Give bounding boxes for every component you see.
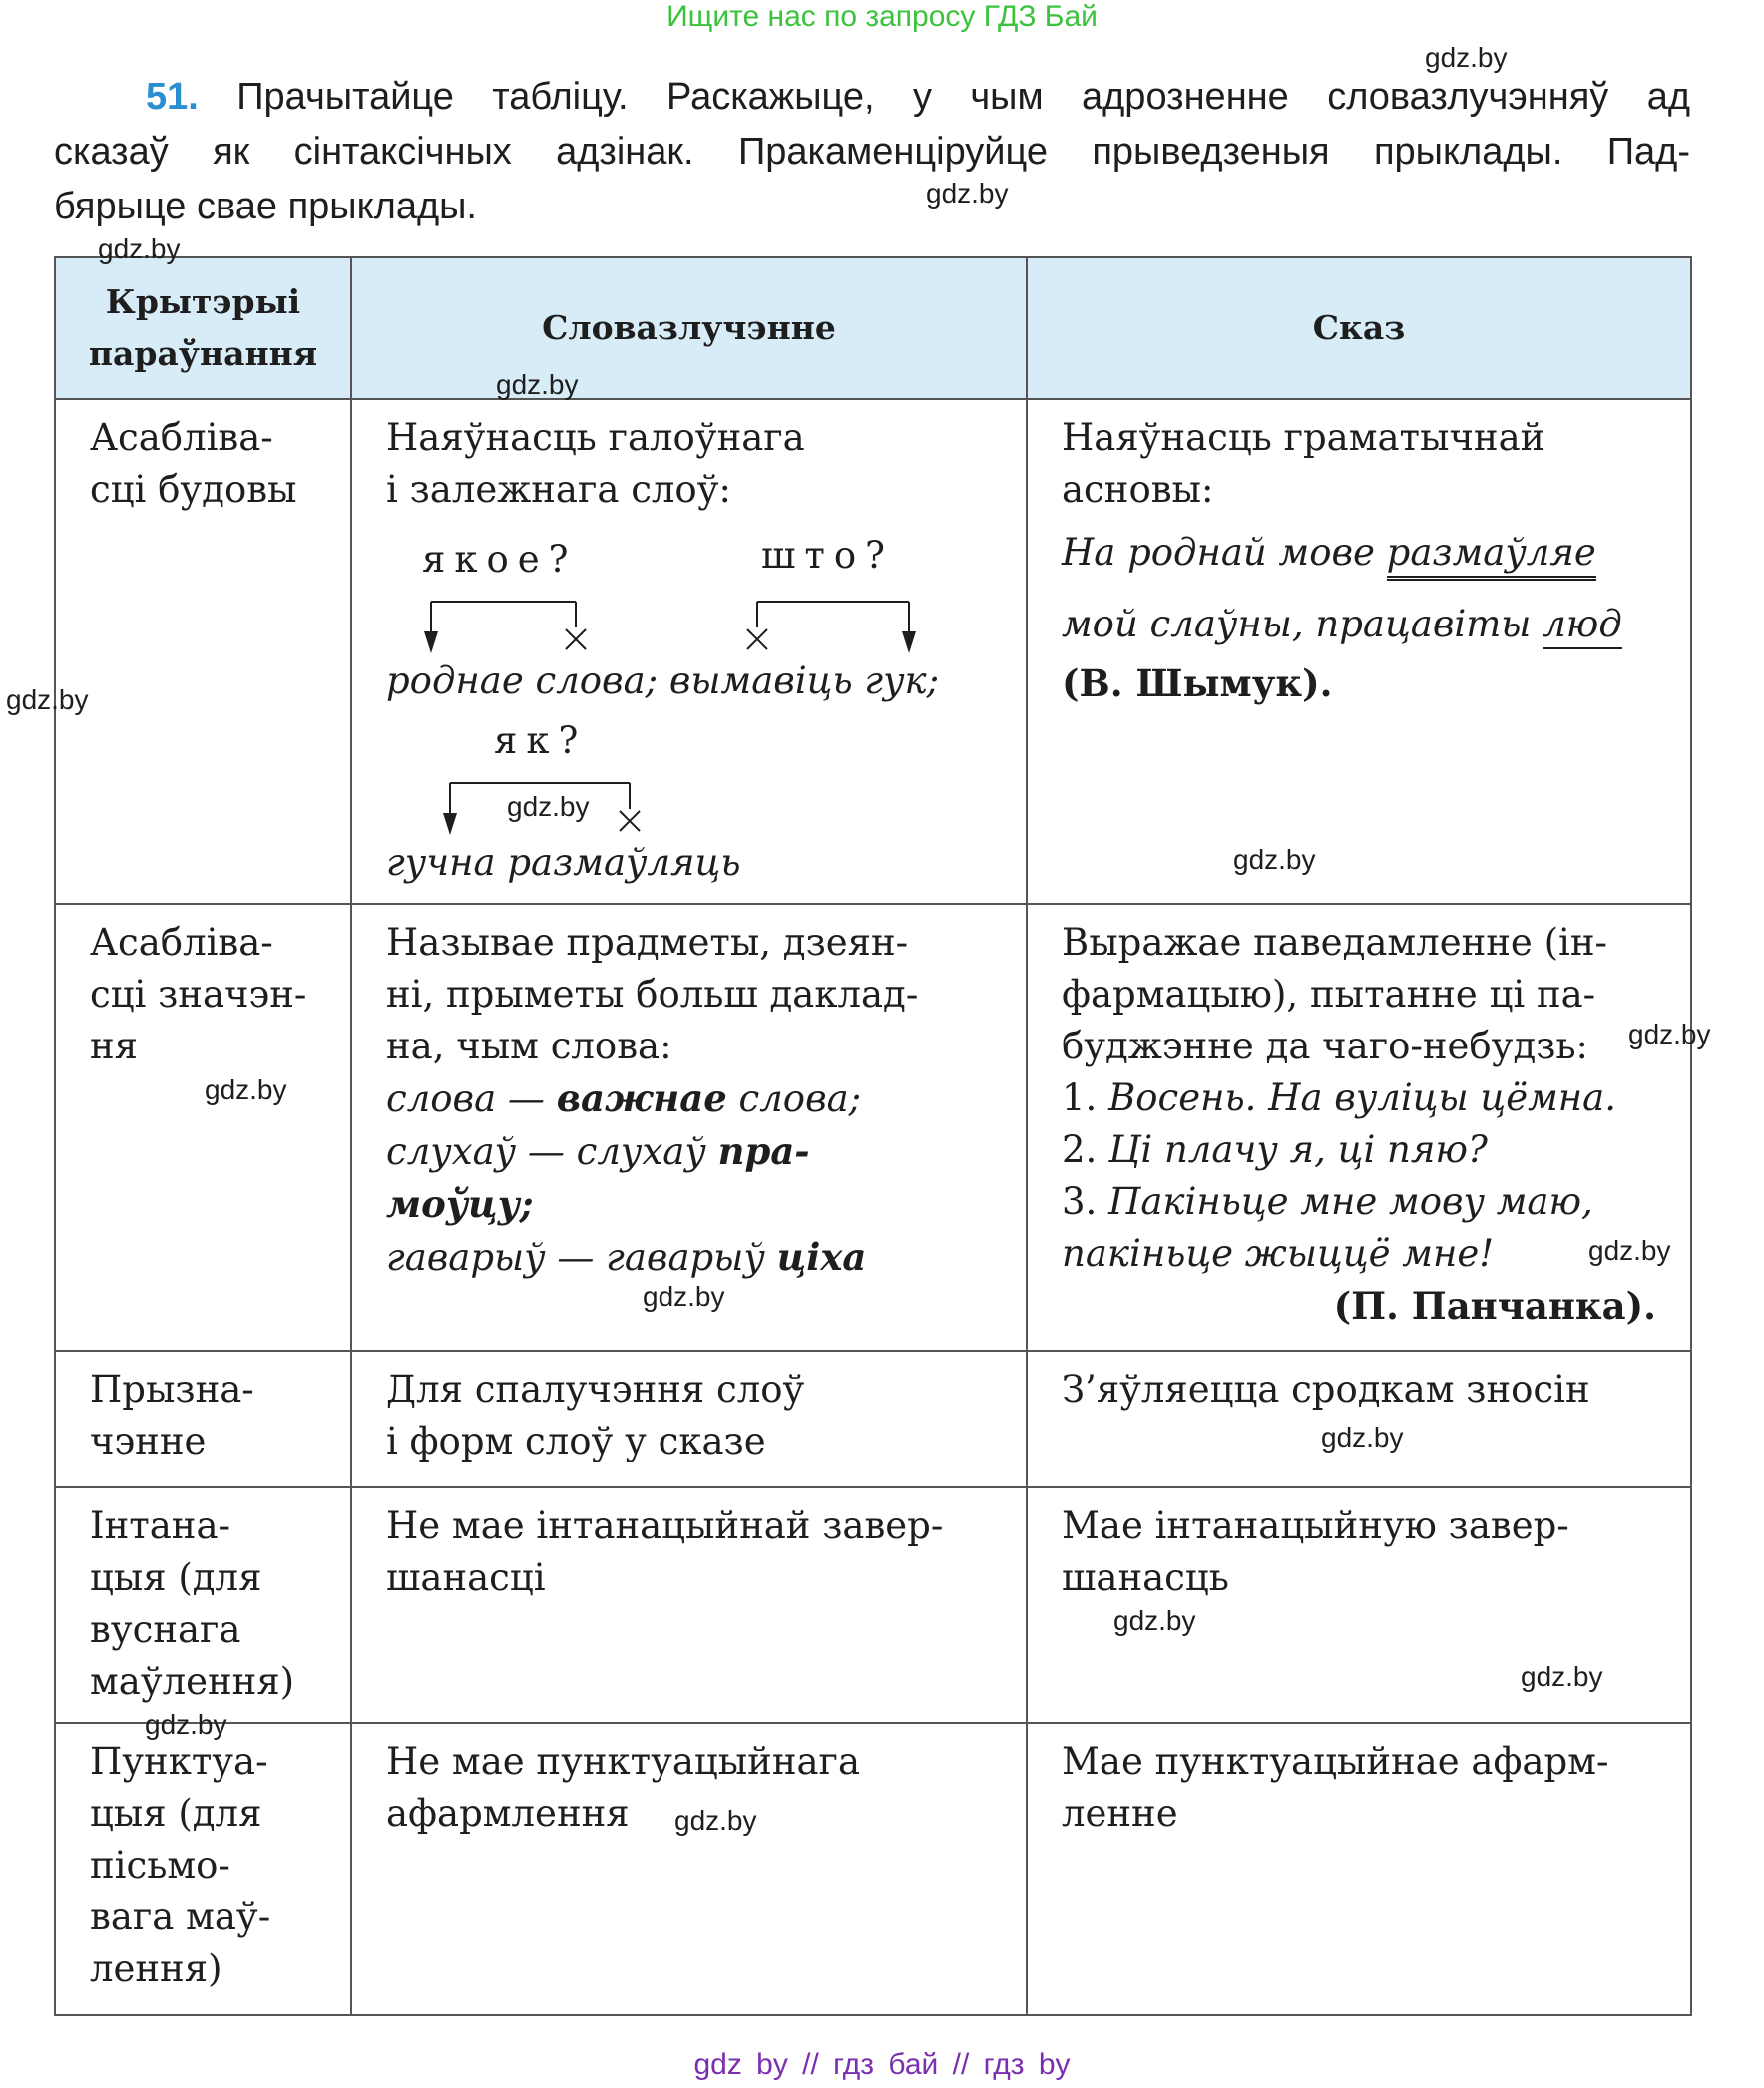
- header-sentence: Сказ: [1027, 257, 1691, 399]
- watermark: gdz.by: [1113, 1605, 1196, 1636]
- sentence-example: мой слаўны, працавіты люд: [1062, 588, 1656, 661]
- watermark: gdz.by: [6, 684, 89, 715]
- example-line: 3. Пакіньце мне мову маю,: [1062, 1180, 1593, 1223]
- watermark: gdz.by: [205, 1074, 287, 1105]
- sentence-cell: Мае інтанацыйную завер- шанасць: [1027, 1487, 1691, 1723]
- header-phrase: Словазлучэнне: [351, 257, 1027, 399]
- sentence-cell: Выражае паведамленне (ін- фармацыю), пытанне ці па- буджэнне да чаго-небудзь: 1. Восень. На вуліцы цёмна. 2. Ці плачу я, ці пяю? 3. Пакіньце мне мову маю, пакіньце жыццё мне! (П. Панчанка).: [1027, 904, 1691, 1351]
- example-line: гаварыў — гаварыў ціха: [386, 1235, 867, 1279]
- watermark: gdz.by: [1233, 844, 1316, 875]
- question-label: што?: [761, 534, 894, 577]
- table-row: [55, 399, 1691, 904]
- example-line: слова — важнае слова;: [386, 1076, 862, 1120]
- watermark: gdz.by: [1521, 1661, 1603, 1692]
- phrase-cell: Не мае інтанацыйнай завер- шанасці: [351, 1487, 1027, 1723]
- example-phrases: гучна размаўляць: [386, 841, 741, 884]
- watermark: gdz.by: [507, 791, 590, 822]
- header-criteria: Крытэрыі параўнання: [55, 257, 351, 399]
- watermark: gdz.by: [643, 1281, 725, 1312]
- watermark: gdz.by: [674, 1805, 757, 1836]
- sentence-cell: Наяўнасць граматычнай асновы: На роднай мове размаўляе мой слаўны, працавіты люд (В. Шымук).: [1027, 399, 1691, 904]
- exercise-intro: [54, 70, 1690, 234]
- table-row: [55, 1351, 1691, 1487]
- phrase-cell: Для спалучэння слоў і форм слоў у сказе: [351, 1351, 1027, 1487]
- criterion-cell: Інтана- цыя (для вуснага маўлення): [55, 1487, 351, 1723]
- watermark: gdz.by: [926, 178, 1009, 209]
- table-row: [55, 1487, 1691, 1723]
- phrase-cell: Не мае пунктуацыйнага афармлення: [351, 1723, 1027, 2015]
- watermark: gdz.by: [1588, 1235, 1671, 1266]
- phrase-cell: Называе прадметы, дзеян- ні, прыметы больш даклад- на, чым слова: слова — важнае слова; слухаў — слухаў пра- моўцу; гаварыў — гаварыў ціха: [351, 904, 1027, 1351]
- phrase-diagram: [386, 516, 992, 884]
- sentence-example: На роднай мове размаўляе: [1062, 516, 1656, 590]
- intro-line-3: бярыце свае прыклады.: [54, 186, 477, 227]
- example-phrases: роднае слова; вымавіць гук;: [386, 659, 940, 702]
- sentence-cell: Мае пунктуацыйнае афарм- ленне: [1027, 1723, 1691, 2015]
- sentence-author: (П. Панчанка).: [1333, 1284, 1656, 1328]
- subject-underline: люд: [1543, 603, 1622, 649]
- bottom-banner[interactable]: gdz by // гдз бай // гдз by: [693, 2048, 1071, 2081]
- top-banner[interactable]: Ищите нас по запросу ГДЗ Бай: [666, 0, 1098, 33]
- watermark: gdz.by: [145, 1709, 227, 1740]
- watermark: gdz.by: [496, 369, 579, 400]
- example-line: моўцу;: [386, 1182, 534, 1226]
- intro-line-1: 51. Прачытайце табліцу. Раскажыце, у чым адрозненне словазлучэнняў ад: [146, 76, 1690, 118]
- example-line: 2. Ці плачу я, ці пяю?: [1062, 1128, 1488, 1171]
- watermark: gdz.by: [1628, 1019, 1711, 1049]
- watermark: gdz.by: [1425, 42, 1508, 73]
- question-label: як?: [494, 719, 588, 762]
- watermark: gdz.by: [1321, 1422, 1404, 1453]
- comparison-table: [54, 256, 1692, 2016]
- criterion-cell: Пунктуа- цыя (для пісьмо- вага маў- лення): [55, 1723, 351, 2015]
- question-label: якое?: [422, 538, 578, 581]
- table-header-row: [55, 257, 1691, 399]
- example-line: пакіньце жыццё мне!: [1062, 1232, 1495, 1275]
- phrase-cell: Наяўнасць галоўнага і залежнага слоў: якое? што? роднае слова; вымавіць гук; як? гучна размаўляць: [351, 399, 1027, 904]
- table-row: [55, 904, 1691, 1351]
- example-line: 1. Восень. На вуліцы цёмна.: [1062, 1076, 1616, 1119]
- criterion-cell: Прызна- чэнне: [55, 1351, 351, 1487]
- example-line: слухаў — слухаў пра-: [386, 1129, 810, 1173]
- predicate-underline: размаўляе: [1387, 531, 1596, 581]
- sentence-cell: З’яўляецца сродкам зносін: [1027, 1351, 1691, 1487]
- intro-line-2: сказаў як сінтаксічных адзінак. Пракаменціруйце прыведзеныя прыклады. Пад-: [54, 131, 1690, 173]
- watermark: gdz.by: [98, 233, 181, 264]
- criterion-cell: Асабліва- сці значэн- ня: [55, 904, 351, 1351]
- table-row: [55, 1723, 1691, 2015]
- sentence-author: (В. Шымук).: [1062, 661, 1333, 705]
- criterion-cell: Асабліва- сці будовы: [55, 399, 351, 904]
- exercise-number: 51.: [146, 76, 199, 118]
